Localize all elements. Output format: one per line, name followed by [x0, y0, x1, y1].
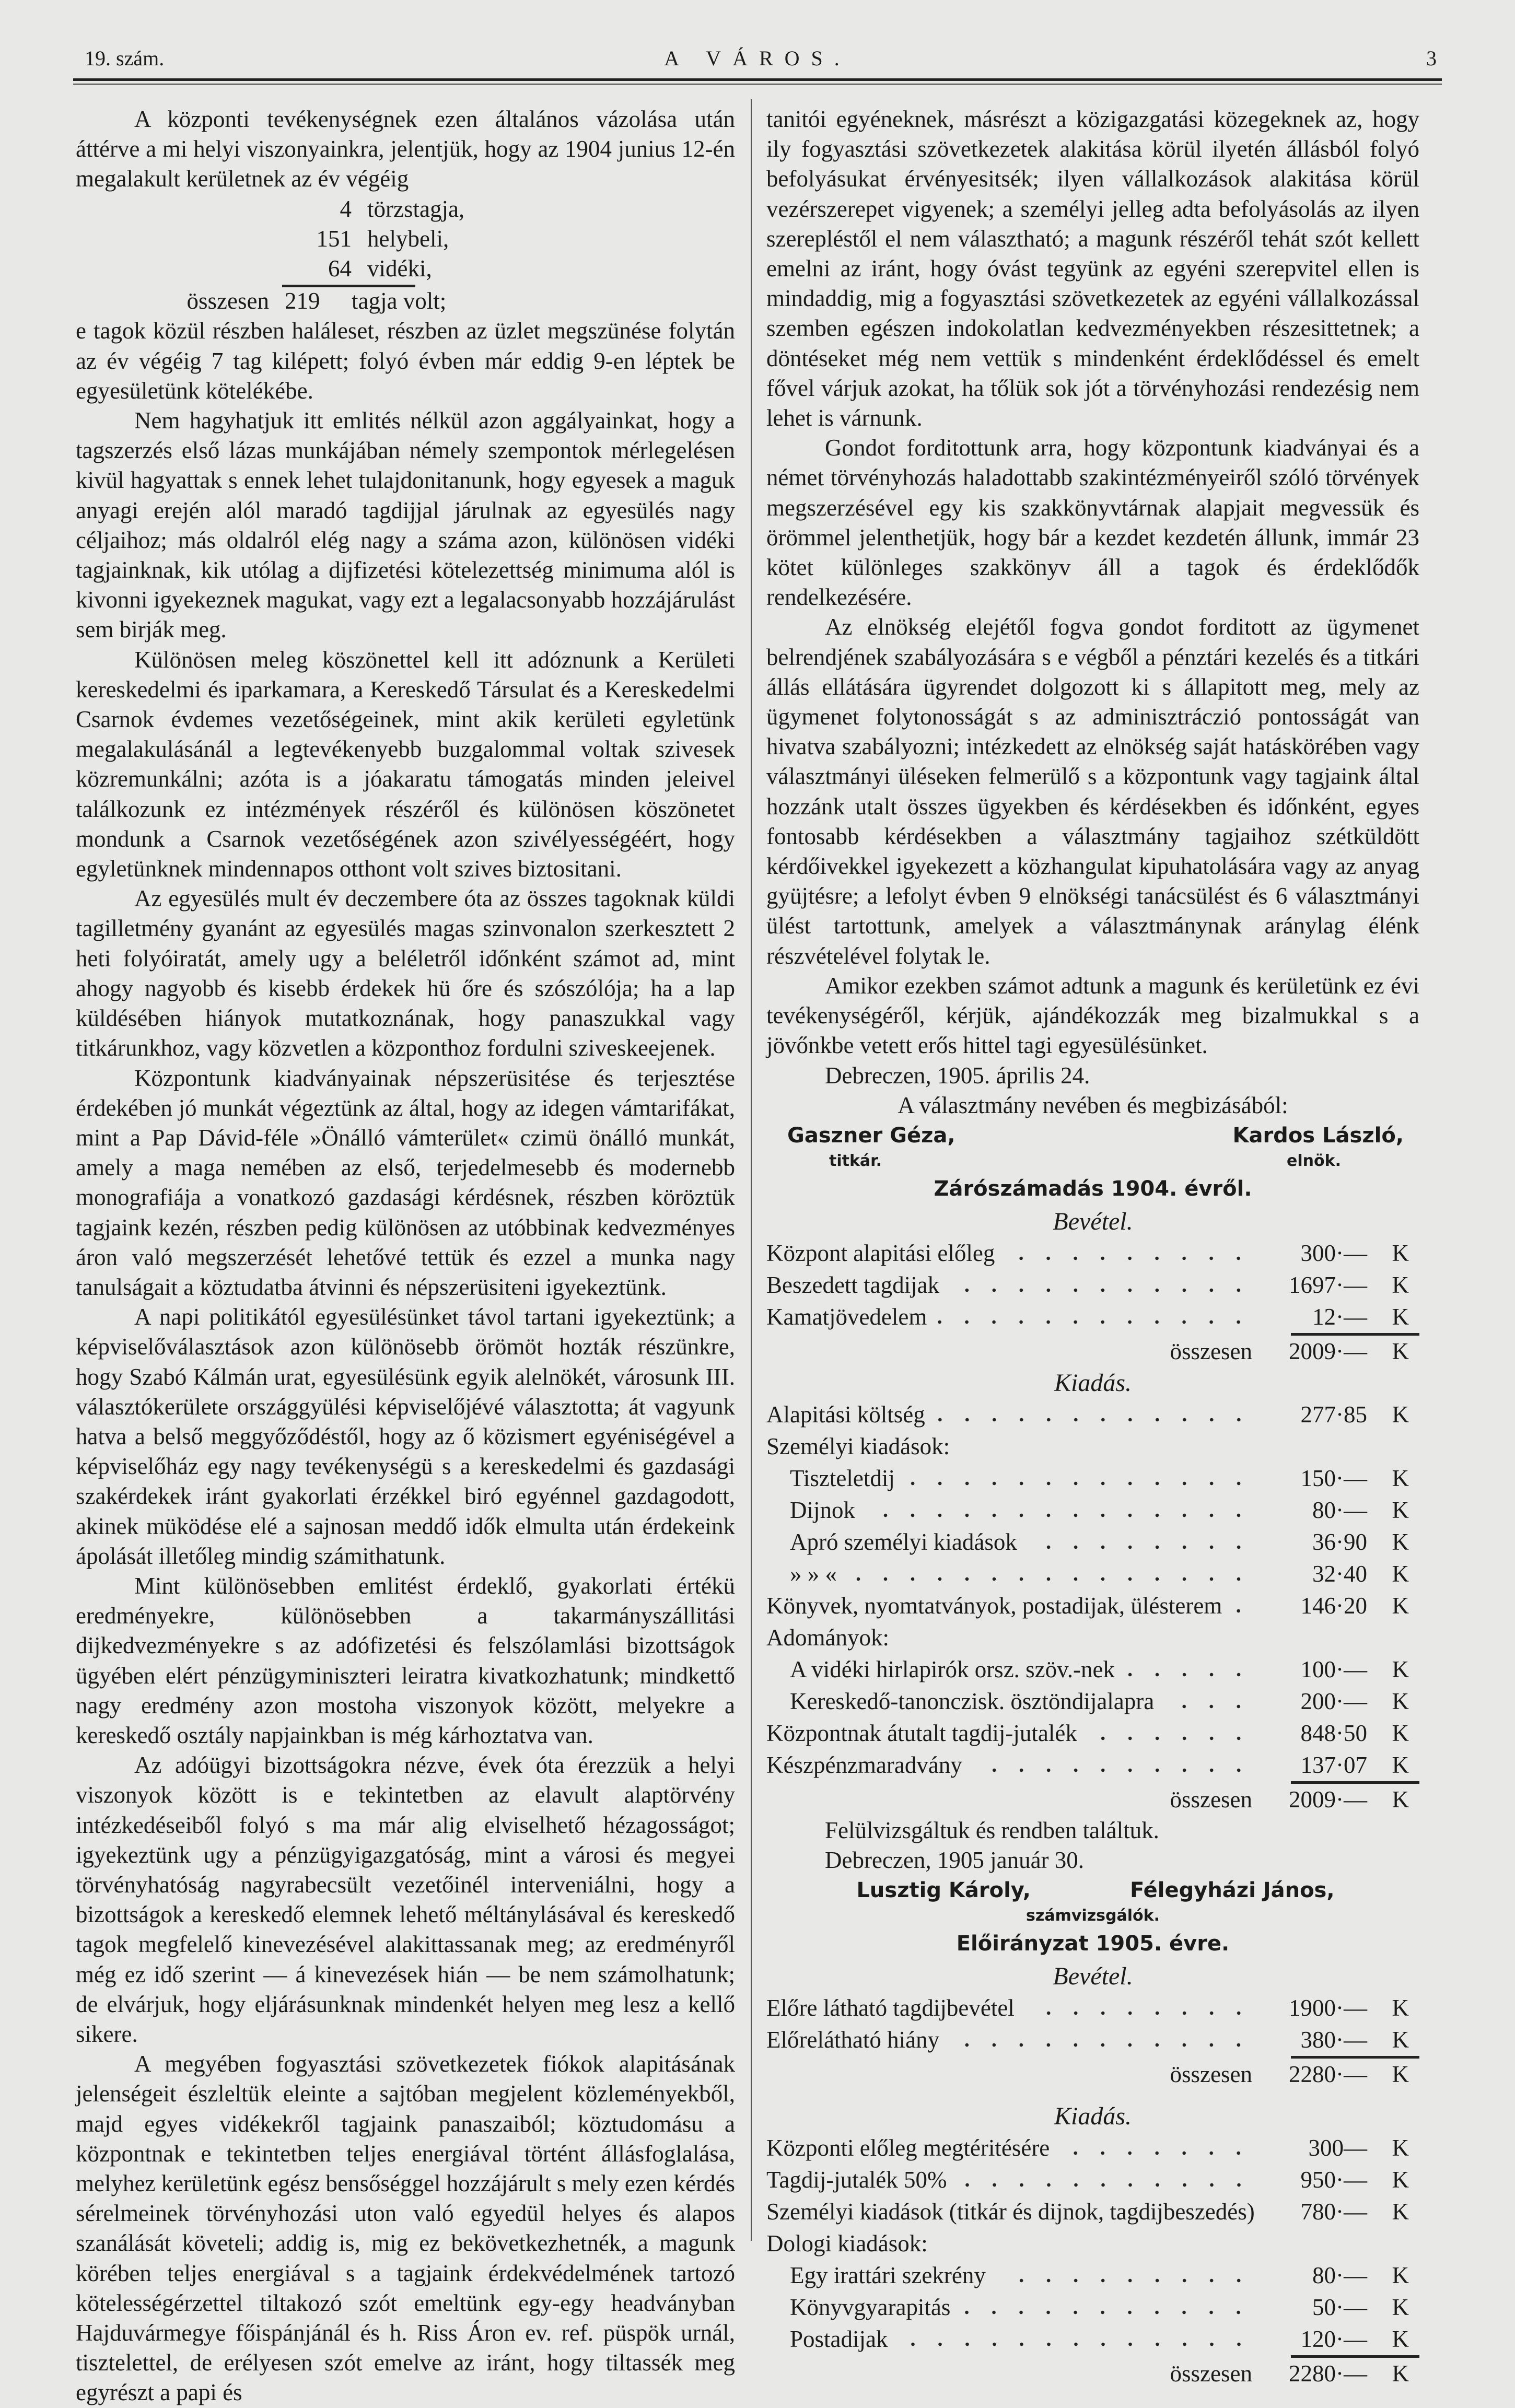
- mandate-line: A választmány nevében és megbizásából:: [898, 1092, 1288, 1118]
- row-label: Dijnok: [790, 1497, 856, 1523]
- row-amount: 12·—: [1312, 1303, 1367, 1330]
- currency: K: [1392, 1401, 1409, 1428]
- row-label: Személyi kiadások:: [766, 1433, 950, 1459]
- paragraph: Mint különösebben emlitést érdeklő, gyakorlati értékü eredményekre, különösebben a takarmányszállitási dijkedvezményekre s az adófizetési és felszólamlási bizottságok ügyében elért pénzügyminiszteri leiratra kivatkozhatunk; mindkettő nagy eredmény azon mostoha viszonyok között, melyekre a kereskedő osztály napjainkban is még kárhoztatva van.: [76, 1572, 735, 1748]
- row-amount: 200·—: [1300, 1688, 1367, 1714]
- row-label: Kereskedő-tanonczisk. ösztöndijalapra: [790, 1688, 1155, 1714]
- row-amount: 277·85: [1300, 1401, 1367, 1428]
- dot-leader: [950, 2042, 1252, 2048]
- dot-leader: [1025, 2010, 1252, 2016]
- dot-leader: [1028, 1545, 1252, 1550]
- account-title: Zárószámadás 1904. évről.: [934, 1176, 1252, 1201]
- member-row: [76, 194, 735, 224]
- row-label: Központnak átutalt tagdij-jutalék: [766, 1720, 1077, 1746]
- row-amount: 300—: [1308, 2135, 1367, 2161]
- expense-heading: Kiadás.: [1054, 1369, 1132, 1397]
- ledger-row: [766, 1269, 1419, 1301]
- issue-number: 19. szám.: [85, 46, 165, 70]
- total-row: [766, 2358, 1419, 2390]
- row-label: Tiszteletdij: [790, 1465, 895, 1491]
- total-amount: 2009·—: [1289, 1338, 1367, 1364]
- paragraph: A megyében fogyasztási szövetkezetek fiókok alapitásának jelenségeit észleltük eleinte a sajtóban megjelent közleményekből, majd egyes vidékekről tagjaink panaszaiból; köztudomásu a központnak e tekintetben teljes energiával történt állásfoglalása, melyhez kerületünk egész bensőséggel hozzájárult s mely ezen kérdés sérelmeinek törvényhozási uton való egyedül helyes és alapos szanálását követeli; addig is, mig ez bekövetkezhetnék, a magunk körében teljes energiával s a tagjaink érdekvédelmének tartozó kötelességérzettel tiltakozó szót emeltünk egy-egy headványban Hajduvármegye főispánjánál és h. Riss Áron ev. ref. püspök urnál, tisztelettel, de erélyesen szót emelve az iránt, hogy tiltassék meg egyrészt a papi és: [76, 2051, 735, 2406]
- ledger-row: [766, 1558, 1419, 1590]
- income-table: [766, 1237, 1419, 1367]
- president-role: elnök.: [1287, 1151, 1341, 1170]
- member-type: törzstagja,: [367, 195, 465, 222]
- dot-leader: [1005, 1256, 1252, 1261]
- ledger-row: [766, 2024, 1419, 2056]
- paragraph: tanitói egyéneknek, másrészt a közigazgatási közegeknek az, hogy ily fogyasztási szövetkezetek alakitása körül ilyetén állásból folyó befolyásukat érvényesitsék; ilyen vállalkozások alakitása körül vezérszerepet vigyenek; a személyi jelleg adta befolyásolás az ilyen szerepléstől el nem választható; a magunk részéről tehát szót kellett emelni az iránt, hogy óvást tegyünk az egyéni szerepvitel ellen is mindaddig, mig a fogyasztási szövetkezetek az egyéni vállalkozással szemben egészen indokolatlan kedvezményekben részesittetnek; a döntéseket még nem vettük s mindenként érdeklődéssel és emelt fővel várjuk azokat, ha tőlük sok jót a törvényhozási rendezésig nem lehet is várnunk.: [766, 106, 1419, 431]
- member-row: [76, 254, 735, 284]
- secretary-role: titkár.: [829, 1151, 882, 1170]
- currency: K: [1392, 1560, 1409, 1587]
- paragraph: Az adóügyi bizottságokra nézve, évek óta érezzük a helyi viszonyok között is e tekintetben az elavult alaptörvény intézkedéseiből folyó s ma már alig elviselhető hézagosságot; igyekeztünk ugy a pénzügyigazgatóság, mint a városi és megyei törvényhatóság nagyrabecsült vezetőinél interveniálni, hogy a bizottságok a kereskedő elemnek lehető méltánylásával és kereskedő tagok megfelelő kinevezésével alakittassanak meg; az eredményről még ez idő szerint — á kinevezések hián — be nem számolhatunk; de elvárjuk, hogy eljárásunknak mindenkét helyen meg lesz a kellő sikere.: [76, 1752, 735, 2047]
- ledger-row: [766, 2196, 1419, 2228]
- ledger-row: [766, 1494, 1419, 1526]
- dot-leader: [1232, 1608, 1252, 1614]
- ledger-row: [766, 1749, 1419, 1781]
- dot-leader: [1060, 2150, 1252, 2156]
- dot-leader: [866, 1513, 1252, 1518]
- row-amount: 137·07: [1300, 1751, 1367, 1778]
- membership-list: [76, 194, 735, 317]
- total-label: összesen: [1170, 1786, 1252, 1813]
- dot-leader: [1088, 1736, 1252, 1741]
- row-label: A vidéki hirlapirók orsz. szöv.-nek: [790, 1656, 1115, 1682]
- ledger-row: [766, 1717, 1419, 1749]
- budget-expense-table: [766, 2132, 1419, 2390]
- dot-leader: [961, 2310, 1252, 2315]
- page-number: 3: [1426, 46, 1437, 70]
- row-amount: 80·—: [1312, 2262, 1367, 2289]
- total-amount: 2009·—: [1289, 1786, 1367, 1813]
- currency: K: [1392, 1271, 1409, 1298]
- paragraph: Az egyesülés mult év deczembere óta az összes tagoknak küldi tagilletmény gyanánt az egyesülés magas szinvonalon szerkesztett 2 heti folyóiratát, amely ugy a beléletről időnként számot ad, mint ahogy nagyobb és kisebb érdekek hü őre és szószólója; ha a lap küldésében hiányok mutatkoznának, hogy panaszukkal vagy titkárunkhoz, vagy közvetlen a központhoz fordulni sziveskeejenek.: [76, 885, 735, 1061]
- total-suffix: tagja volt;: [352, 288, 447, 314]
- dot-leader: [1164, 1704, 1252, 1709]
- ledger-row: [766, 1431, 1419, 1463]
- currency: K: [1392, 1592, 1409, 1619]
- row-amount: 80·—: [1312, 1497, 1367, 1523]
- currency: K: [1392, 1528, 1409, 1555]
- ledger-row: [766, 2292, 1419, 2323]
- paragraph: Központunk kiadványainak népszerüsitése és terjesztése érdekében jó munkát végeztünk az által, hogy az idegen vámtarifákat, mint a Pap Dávid-féle »Önálló vámterület« czimü önálló munkát, amely a maga nemében az első, terjedelmesebb és modernebb monografiája a vonatkozó gazdasági kérdésnek, részben köröztük tagjaink kezén, részben pedig különösen az utóbbinak kedvezményes áron való megszerzését lehetővé tettük és ezzel a munka nagy tanulságait a köztudatba átvinni és népszerüsiteni igyekeztünk.: [76, 1065, 735, 1300]
- row-label: Központi előleg megtéritésére: [766, 2135, 1050, 2161]
- row-label: Könyvgyarapitás: [790, 2294, 951, 2321]
- row-label: Postadijak: [790, 2326, 888, 2353]
- ledger-row: [766, 1463, 1419, 1494]
- currency: K: [1392, 2027, 1409, 2053]
- row-amount: 120·—: [1300, 2326, 1367, 2353]
- total-amount: 2280·—: [1289, 2360, 1367, 2387]
- total-label: összesen: [187, 288, 269, 314]
- row-label: Kamatjövedelem: [766, 1303, 927, 1330]
- ledger-row: [766, 1399, 1419, 1431]
- ledger-row: [766, 1590, 1419, 1622]
- budget-income-table: [766, 1992, 1419, 2090]
- ledger-row: [766, 2260, 1419, 2292]
- budget-title: Előirányzat 1905. évre.: [956, 1932, 1230, 1956]
- currency: K: [1392, 2061, 1409, 2088]
- row-label: Beszedett tagdijak: [766, 1271, 940, 1298]
- currency: K: [1392, 2262, 1409, 2289]
- ledger-row: [766, 1686, 1419, 1717]
- auditor-signatures: [766, 1875, 1419, 1906]
- ledger-row: [766, 2164, 1419, 2196]
- ledger-row: [766, 1526, 1419, 1558]
- currency: K: [1392, 1720, 1409, 1746]
- row-label: Egy irattári szekrény: [790, 2262, 986, 2289]
- currency: K: [1392, 1465, 1409, 1491]
- dot-leader: [950, 1288, 1252, 1293]
- member-count: 4: [340, 195, 352, 222]
- row-amount: 36·90: [1312, 1528, 1367, 1555]
- row-label: Központ alapitási előleg: [766, 1240, 995, 1266]
- member-count: 151: [316, 225, 352, 252]
- row-amount: 300·—: [1300, 1240, 1367, 1266]
- row-amount: 848·50: [1300, 1720, 1367, 1746]
- auditor-name: Félegyházi János,: [1129, 1878, 1335, 1903]
- currency: K: [1392, 1995, 1409, 2021]
- auditor-role: számvizsgálók.: [1026, 1907, 1160, 1925]
- currency: K: [1392, 1497, 1409, 1523]
- column-divider: [751, 99, 752, 2241]
- page-header: [73, 46, 1442, 72]
- currency: K: [1392, 1688, 1409, 1714]
- paragraph: A központi tevékenységnek ezen általános vázolása után áttérve a mi helyi viszonyainkra, jelentjük, hogy az 1904 junius 12-én megalakult kerületnek az év végéig: [76, 106, 735, 192]
- dot-leader: [996, 2278, 1252, 2283]
- paragraph: Nem hagyhatjuk itt emlités nélkül azon aggályainkat, hogy a tagszerzés első lázas munkájában némely szempontok mérlegelésen kivül hagyattak s ennek lehet tulajdonitanunk, hogy egyesek a maguk anyagi erején alól maradó tagdijjal járulnak az egyesülés nagy céljaihoz; más oldalról elég nagy a száma azon, különösen vidéki tagjainknak, kik utólag a dijfizetési kötelezettség minimuma alól is kivonni igyekeznek magukat, vagy ezt a legalacsonyabb hozzájárulást sem birják meg.: [76, 407, 735, 643]
- paragraph: e tagok közül részben haláleset, részben az üzlet megszünése folytán az év végéig 7 tag kilépett; folyó évben már eddig 9-en léptek be egyesületünk kötelékébe.: [76, 318, 735, 404]
- ledger-row: [766, 1301, 1419, 1333]
- currency: K: [1392, 1240, 1409, 1266]
- audit-date: Debreczen, 1905 január 30.: [825, 1847, 1085, 1874]
- row-amount: 50·—: [1312, 2294, 1367, 2321]
- currency: K: [1392, 2294, 1409, 2321]
- total-label: összesen: [1170, 2360, 1252, 2387]
- row-label: Dologi kiadások:: [766, 2230, 928, 2257]
- row-label: Előrelátható hiány: [766, 2027, 940, 2053]
- row-label: Előre látható tagdijbevétel: [766, 1995, 1015, 2021]
- currency: K: [1392, 2360, 1409, 2387]
- dot-leader: [847, 1576, 1252, 1582]
- header-rule: [73, 78, 1442, 81]
- header-rule-thin: [73, 84, 1442, 85]
- row-amount: 1900·—: [1289, 1995, 1367, 2021]
- dot-leader: [958, 2182, 1253, 2188]
- currency: K: [1392, 2199, 1409, 2225]
- currency: K: [1392, 1786, 1409, 1813]
- total-label: összesen: [1170, 1338, 1252, 1364]
- currency: K: [1392, 1338, 1409, 1364]
- paragraph: Gondot forditottunk arra, hogy központunk kiadványai és a német törvényhozás haladottabb szakintézményeiről szóló törvények megszerzésével egy kis szakkönyvtárnak alapjait megvessük és örömmel jelenthetjük, hogy bár a kezdet kezdetén állunk, immár 23 kötet különleges szakkönyv áll a tagok és érdeklődők rendelkezésére.: [766, 435, 1419, 611]
- row-label: Apró személyi kiadások: [790, 1528, 1017, 1555]
- right-column: [766, 104, 1419, 2390]
- paragraph: Az elnökség elejétől fogva gondot forditott az ügymenet belrendjének szabályozására s e végből a pénztári kezelés és a titkári állás ellátására ügyrendet dolgozott ki s állapitott meg, mely az ügymenet folytonosságát s az adminisztráczió pontosságát van hivatva szabályozni; intézkedett az elnökség saját hatáskörében vagy választmányi üléseken felmerülő s a központunk vagy tagjaink által hozzánk utalt összes ügyekben és kérdésekben és időnként, egyes fontosabb kérdésekben a választmány tagjaihoz szétküldött kérdőivekkel igyekezett a közhangulat kipuhatolására vagy az anyag gyüjtésre; a lefolyt évben 9 elnökségi tanácsülést és 6 választmányi ülést tartottunk, amelyek a választmánynak aránylag élénk részvételével folytak le.: [766, 614, 1419, 969]
- paragraph: A napi politikától egyesülésünket távol tartani igyekeztünk; a képviselőválasztások azon különösebb örömöt hozták részünkre, hogy Szabó Kálmán urat, egyesülésünk egyik alelnökét, városunk III. választókerülete országgyülési képviselőjévé választotta; át vagyunk hatva a belső meggyőződéstől, hogy az ő közismert egyéniségével a képviselőház egy nagy tevékenységü s a kereskedelmi és gazdasági szakérdekek iránt gyakorlati érzékkel biró egyénnel gazdagodott, akinek müködése elé a sajnosan meddő idők elmulta után érdekeink ápolását illetőleg mindig számithatunk.: [76, 1304, 735, 1569]
- ledger-row: [766, 1992, 1419, 2024]
- member-row: [76, 224, 735, 254]
- member-type: vidéki,: [367, 255, 432, 282]
- row-label: Személyi kiadások (titkár és dijnok, tagdijbeszedés): [766, 2199, 1255, 2225]
- row-amount: 380·—: [1300, 2027, 1367, 2053]
- currency: K: [1392, 1303, 1409, 1330]
- row-label: Készpénzmaradvány: [766, 1751, 962, 1778]
- ledger-row: [766, 1654, 1419, 1686]
- total-row: [766, 1784, 1419, 1816]
- row-amount: 146·20: [1300, 1592, 1367, 1619]
- audit-note: Felülvizsgáltuk és rendben találtuk.: [825, 1817, 1159, 1843]
- row-label: Tagdij-jutalék 50%: [766, 2167, 947, 2193]
- dot-leader: [936, 1417, 1252, 1422]
- row-label: Alapitási költség: [766, 1401, 925, 1428]
- total-row: [766, 2059, 1419, 2090]
- signatures: [766, 1120, 1419, 1151]
- dot-leader: [973, 1768, 1252, 1773]
- ledger-row: [766, 1622, 1419, 1654]
- currency: K: [1392, 2135, 1409, 2161]
- row-amount: 780·—: [1300, 2199, 1367, 2225]
- signature-roles: [766, 1151, 1419, 1172]
- total-label: összesen: [1170, 2061, 1252, 2088]
- row-amount: 100·—: [1300, 1656, 1367, 1682]
- row-label: Könyvek, nyomtatványok, postadijak, ülésterem: [766, 1592, 1222, 1619]
- auditor-name: Lusztig Károly,: [856, 1878, 1031, 1903]
- row-amount: 1697·—: [1289, 1271, 1367, 1298]
- row-label: » » «: [790, 1560, 837, 1587]
- secretary-name: Gaszner Géza,: [787, 1123, 955, 1148]
- left-column: [76, 104, 735, 2408]
- ledger-row: [766, 1237, 1419, 1269]
- paragraph: Különösen meleg köszönettel kell itt adóznunk a Kerületi kereskedelmi és iparkamara, a Kereskedő Társulat és a Kereskedelmi Csarnok évdemes vezetőségeinek, mint akik kerületi egyletünk megalakulásánál a legtevékenyebb buzgalommal voltak szivesek közremunkálni; azóta is a jóakaratu támogatás minden jeleivel találkozunk ez intézmények részéről és különösen köszönetet mondunk a Csarnok vezetőségének azon szivélyességéért, hogy egyletünknek mindennapos otthont volt szives biztositani.: [76, 646, 735, 882]
- ledger-row: [766, 2132, 1419, 2164]
- ledger-row: [766, 2228, 1419, 2260]
- total-count: 219: [285, 288, 320, 314]
- currency: K: [1392, 2167, 1409, 2193]
- member-total: [76, 286, 735, 316]
- currency: K: [1392, 1656, 1409, 1682]
- member-count: 64: [328, 255, 352, 282]
- currency: K: [1392, 2326, 1409, 2353]
- budget-expense-heading: Kiadás.: [1054, 2102, 1132, 2131]
- total-amount: 2280·—: [1289, 2061, 1367, 2088]
- ledger-row: [766, 2323, 1419, 2355]
- expense-table: [766, 1399, 1419, 1816]
- row-amount: 32·40: [1312, 1560, 1367, 1587]
- dot-leader: [937, 1319, 1252, 1325]
- currency: K: [1392, 1751, 1409, 1778]
- row-label: Adományok:: [766, 1624, 889, 1651]
- total-row: [766, 1336, 1419, 1367]
- dot-leader: [899, 2342, 1253, 2347]
- budget-income-heading: Bevétel.: [1053, 1962, 1133, 1991]
- dot-leader: [905, 1481, 1252, 1486]
- dot-leader: [1125, 1672, 1252, 1677]
- paragraph: Amikor ezekben számot adtunk a magunk és kerületünk ez évi tevékenységéről, kérjük, ajándékozzák meg bizalmukkal s a jövőnkbe vetett erős hittel tagi egyesülésünket.: [766, 972, 1419, 1059]
- row-amount: 950·—: [1300, 2167, 1367, 2193]
- member-type: helybeli,: [367, 225, 449, 252]
- president-name: Kardos László,: [1232, 1123, 1404, 1148]
- report-date: Debreczen, 1905. április 24.: [825, 1062, 1090, 1089]
- newspaper-title: A VÁROS.: [664, 46, 851, 70]
- row-amount: 150·—: [1300, 1465, 1367, 1491]
- income-heading: Bevétel.: [1053, 1207, 1133, 1235]
